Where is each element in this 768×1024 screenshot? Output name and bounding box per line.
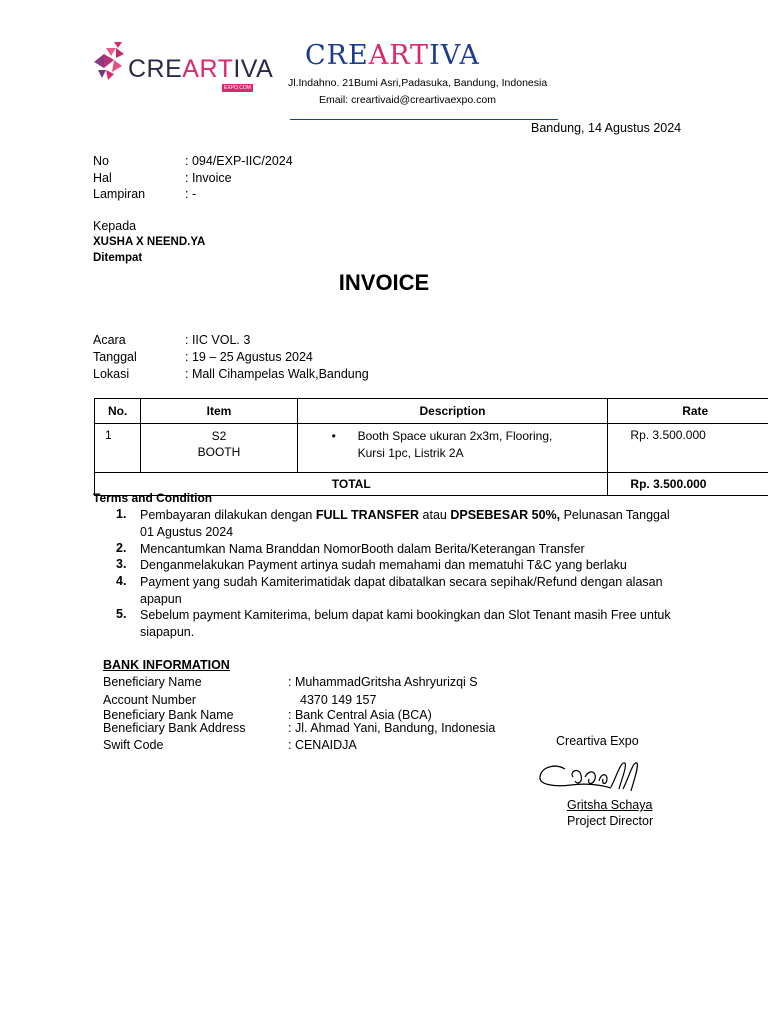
- item-type: BOOTH: [197, 445, 241, 459]
- recipient-name: XUSHA X NEEND.YA: [93, 236, 206, 248]
- terms-title: Terms and Condition: [93, 491, 213, 505]
- term-number: 5.: [116, 607, 127, 621]
- term-number: 1.: [116, 507, 127, 521]
- cell-description: [297, 424, 608, 473]
- recipient-label: Kepada: [93, 219, 137, 233]
- meta-attachment-value: : -: [185, 187, 197, 201]
- bullet-icon: •: [331, 429, 336, 443]
- meta-attachment-label: Lampiran: [93, 187, 146, 201]
- event-date-label: Tanggal: [93, 350, 137, 364]
- term-item: Pembayaran dilakukan dengan FULL TRANSFER atau DPSEBESAR 50%, Pelunasan Tanggal 01 Agustus 2024: [140, 508, 670, 539]
- column-header-no: No.: [95, 399, 141, 424]
- event-location-value: : Mall Cihampelas Walk,Bandung: [185, 367, 369, 381]
- event-date-value: : 19 – 25 Agustus 2024: [185, 350, 313, 364]
- term-item: Payment yang sudah Kamiterimatidak dapat dibatalkan secara sepihak/Refund dengan alasan apapun: [140, 575, 663, 606]
- bank-label: Account Number: [103, 693, 197, 707]
- letter-date: Bandung, 14 Agustus 2024: [531, 121, 682, 135]
- meta-no-label: No: [93, 154, 109, 168]
- item-code: S2: [211, 429, 227, 443]
- bank-value: 4370 149 157: [300, 693, 377, 707]
- bank-label: Beneficiary Bank Name: [103, 708, 234, 722]
- bank-value: : MuhammadGritsha Ashryurizqi S: [288, 675, 478, 689]
- event-location-label: Lokasi: [93, 367, 130, 381]
- handwritten-signature: [537, 755, 647, 801]
- bank-value: : Jl. Ahmad Yani, Bandung, Indonesia: [288, 721, 496, 735]
- column-header-item: Item: [141, 399, 297, 424]
- logo-wordmark: CREARTIVA: [128, 55, 274, 83]
- logo-tagline: EXPO.COM: [224, 85, 251, 91]
- total-value: Rp. 3.500.000: [608, 473, 768, 496]
- signatory-role: Project Director: [567, 814, 654, 828]
- term-number: 2.: [116, 541, 127, 555]
- cell-rate: Rp. 3.500.000: [608, 424, 768, 473]
- term-item: Sebelum payment Kamiterima, belum dapat kami bookingkan dan Slot Tenant masih Free untuk siapapun.: [140, 608, 671, 639]
- bank-value: : Bank Central Asia (BCA): [288, 708, 432, 722]
- signature-company: Creartiva Expo: [556, 734, 639, 748]
- column-header-description: Description: [297, 399, 608, 424]
- bank-label: Swift Code: [103, 738, 164, 752]
- meta-no-value: : 094/EXP-IIC/2024: [185, 154, 293, 168]
- bank-label: Beneficiary Name: [103, 675, 202, 689]
- bank-label: Beneficiary Bank Address: [103, 721, 246, 735]
- company-email: Email: creartivaid@creartivaexpo.com: [319, 94, 496, 106]
- term-item: Mencantumkan Nama Branddan NomorBooth dalam Berita/Keterangan Transfer: [140, 542, 585, 556]
- document-title: INVOICE: [338, 270, 430, 295]
- brand-title: CREARTIVA: [305, 40, 480, 71]
- event-name-value: : IIC VOL. 3: [185, 333, 251, 347]
- recipient-place: Ditempat: [93, 252, 143, 264]
- table-row: [95, 424, 768, 473]
- header-divider: [290, 119, 558, 120]
- invoice-table: [94, 398, 768, 496]
- cell-no: 1: [95, 424, 141, 473]
- total-label: TOTAL: [95, 473, 608, 496]
- term-number: 4.: [116, 574, 127, 588]
- description-line: Kursi 1pc, Listrik 2A: [357, 446, 464, 460]
- column-header-rate: Rate: [608, 399, 768, 424]
- event-name-label: Acara: [93, 333, 126, 347]
- company-address: Jl.Indahno. 21Bumi Asri,Padasuka, Bandung, Indonesia: [288, 77, 548, 89]
- cell-item: [141, 424, 297, 473]
- bank-value: : CENAIDJA: [288, 738, 357, 752]
- bank-info-title: BANK INFORMATION: [103, 658, 230, 672]
- term-item: Denganmelakukan Payment artinya sudah memahami dan mematuhi T&C yang berlaku: [140, 558, 627, 572]
- meta-subject-value: : Invoice: [185, 171, 232, 185]
- term-number: 3.: [116, 557, 127, 571]
- creartiva-logo-icon: [92, 40, 126, 80]
- signatory-name: Gritsha Schaya: [567, 798, 653, 812]
- meta-subject-label: Hal: [93, 171, 112, 185]
- table-header-row: [95, 399, 768, 424]
- description-line: Booth Space ukuran 2x3m, Flooring,: [357, 429, 553, 443]
